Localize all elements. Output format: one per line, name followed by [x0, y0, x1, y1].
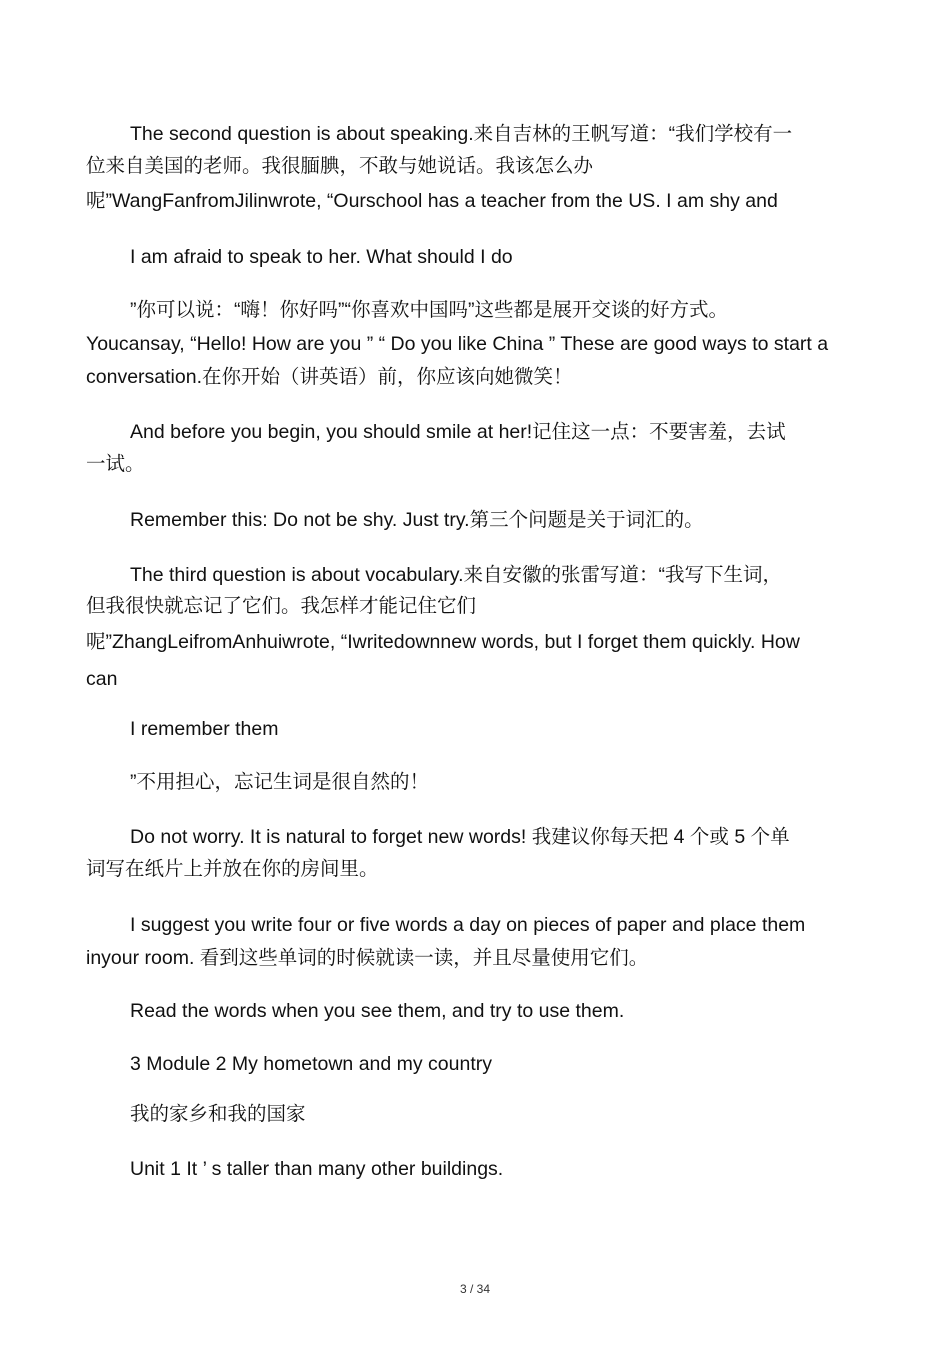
paragraph-line: can: [86, 668, 118, 690]
paragraph-line: I suggest you write four or five words a day on pieces of paper and place them: [130, 914, 806, 936]
paragraph-line: 词写在纸片上并放在你的房间里。: [86, 858, 379, 880]
unit-heading: Unit 1 It ’ s taller than many other buildings.: [130, 1158, 504, 1180]
paragraph-line: Read the words when you see them, and try to use them.: [130, 1000, 625, 1022]
paragraph-line: I remember them: [130, 718, 279, 740]
paragraph-line: And before you begin, you should smile at her!记住这一点：不要害羞，去试: [130, 421, 786, 443]
paragraph-line: conversation.在你开始（讲英语）前，你应该向她微笑！: [86, 366, 573, 388]
paragraph-line: I am afraid to speak to her. What should I do: [130, 246, 513, 268]
paragraph-line: The second question is about speaking.来自吉林的王帆写道：“我们学校有一: [130, 123, 793, 145]
paragraph-line: 但我很快就忘记了它们。我怎样才能记住它们: [86, 595, 477, 617]
paragraph-line: The third question is about vocabulary.来自安徽的张雷写道：“我写下生词，: [130, 564, 782, 586]
paragraph-line: 一试。: [86, 453, 145, 475]
paragraph-line: ”不用担心，忘记生词是很自然的！: [130, 771, 429, 793]
paragraph-line: Remember this: Do not be shy. Just try.第三个问题是关于词汇的。: [130, 509, 704, 531]
paragraph-line: 呢”ZhangLeifromAnhuiwrote, “Iwritedownnew words, but I forget them quickly. How: [86, 631, 800, 653]
paragraph-line: Youcansay, “Hello! How are you ” “ Do you like China ” These are good ways to start a: [86, 333, 829, 355]
section-heading: 3 Module 2 My hometown and my country: [130, 1053, 493, 1075]
page-number: 3 / 34: [459, 1282, 491, 1296]
paragraph-line: Do not worry. It is natural to forget new words! 我建议你每天把 4 个或 5 个单: [130, 826, 790, 848]
paragraph-line: inyour room. 看到这些单词的时候就读一读，并且尽量使用它们。: [86, 947, 649, 969]
paragraph-line: 位来自美国的老师。我很腼腆，不敢与她说话。我该怎么办: [86, 155, 594, 177]
paragraph-line: ”你可以说：“嗨！你好吗”“你喜欢中国吗”这些都是展开交谈的好方式。: [130, 299, 728, 321]
section-subheading: 我的家乡和我的国家: [130, 1103, 306, 1125]
paragraph-line: 呢”WangFanfromJilinwrote, “Ourschool has a teacher from the US. I am shy and: [86, 190, 778, 212]
